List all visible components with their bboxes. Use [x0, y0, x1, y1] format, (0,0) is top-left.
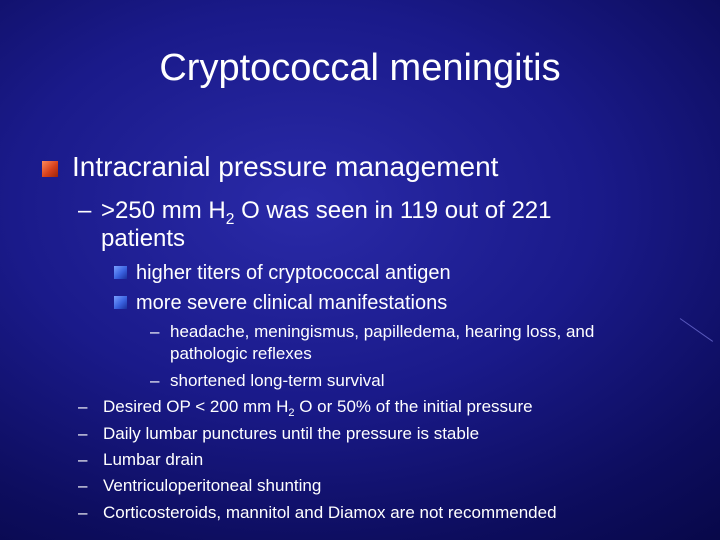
level5-text: Corticosteroids, mannitol and Diamox are not recommended [103, 503, 557, 522]
level5-text: Ventriculoperitoneal shunting [103, 476, 322, 495]
dash-marker: – [150, 322, 160, 341]
dash-marker: – [78, 197, 92, 224]
dash-marker: – [78, 450, 88, 469]
dash-marker: – [150, 371, 160, 390]
dash-marker: – [78, 503, 88, 522]
level3-text: more severe clinical manifestations [136, 292, 448, 314]
dash-marker: – [78, 476, 88, 495]
level4-text: headache, meningismus, papilledema, hearing loss, and [170, 322, 595, 341]
decorative-line [680, 318, 713, 342]
level5-text: Daily lumbar punctures until the pressure is stable [103, 424, 480, 443]
level1-text: Intracranial pressure management [72, 151, 499, 182]
level5-text: Lumbar drain [103, 450, 204, 469]
level3-text: higher titers of cryptococcal antigen [136, 262, 451, 284]
level2-text: >250 mm $H_2$ O was seen in 119 out of 221 [101, 197, 552, 228]
level4-text: shortened long-term survival [170, 371, 385, 390]
blue-square-bullet-icon [114, 296, 127, 309]
level4-text-continued: pathologic reflexes [170, 344, 312, 363]
dash-marker: – [78, 424, 88, 443]
level2-text-continued: patients [101, 225, 186, 252]
orange-square-bullet-icon [42, 161, 58, 177]
slide-title: Cryptococcal meningitis [159, 47, 561, 89]
blue-square-bullet-icon [114, 266, 127, 279]
level5-text: Desired OP < 200 mm $H_2$ O or 50% of the initial pressure [103, 397, 533, 419]
dash-marker: – [78, 397, 88, 416]
